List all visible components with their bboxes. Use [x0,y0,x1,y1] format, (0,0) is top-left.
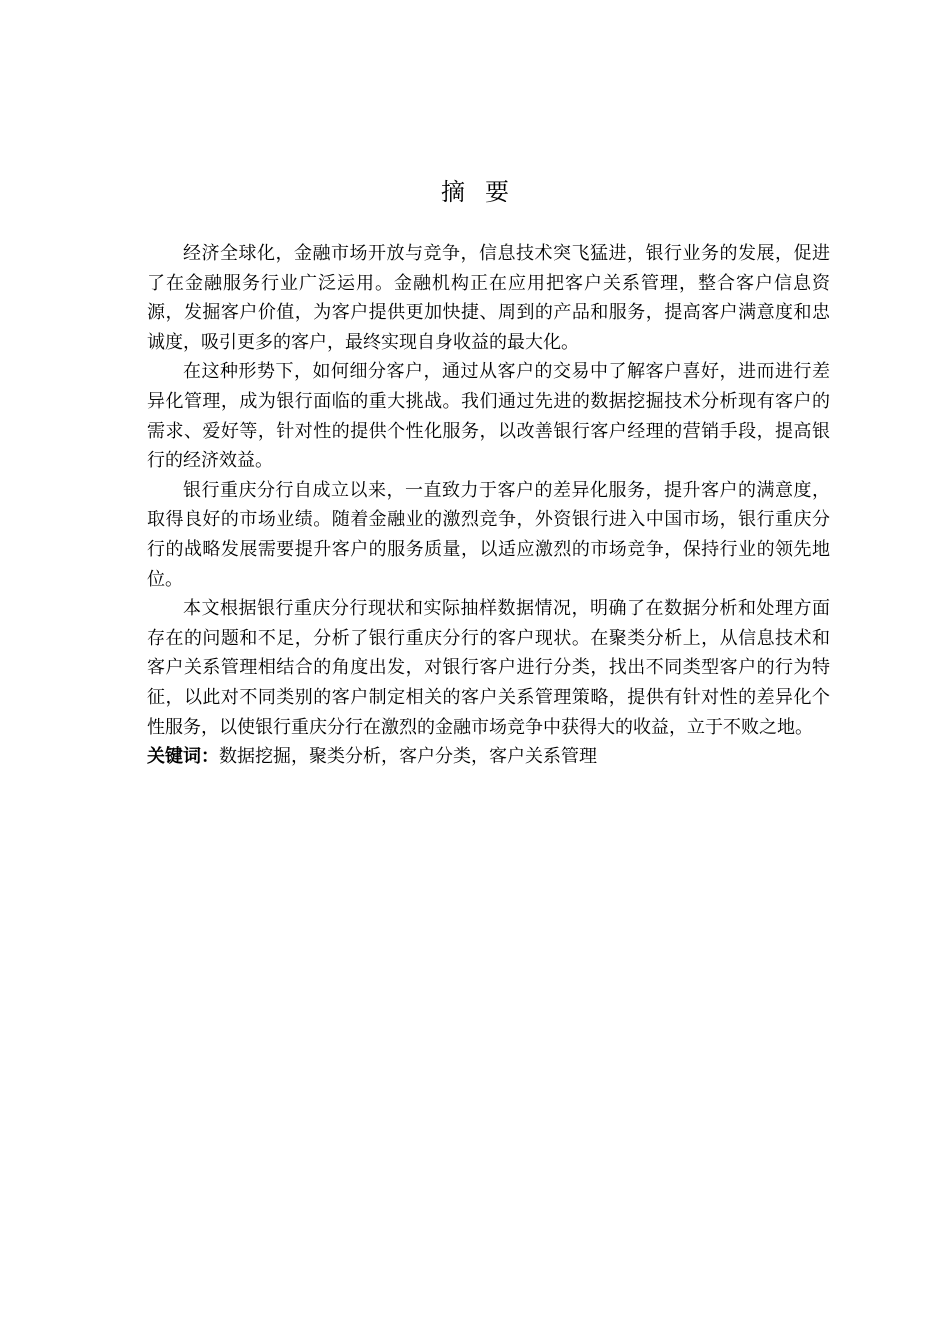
abstract-title: 摘要 [441,178,529,206]
abstract-paragraph-2: 在这种形势下，如何细分客户，通过从客户的交易中了解客户喜好，进而进行差异化管理，成为银行面临的重大挑战。我们通过先进的数据挖掘技术分析现有客户的需求、爱好等，针对性的提供个性化服务，以改善银行客户经理的营销手段，提高银行的经济效益。 [147,361,830,472]
abstract-paragraph-3: 银行重庆分行自成立以来，一直致力于客户的差异化服务，提升客户的满意度，取得良好的市场业绩。随着金融业的激烈竞争，外资银行进入中国市场，银行重庆分行的战略发展需要提升客户的服务质量，以适应激烈的市场竞争，保持行业的领先地位。 [147,479,830,590]
abstract-paragraph-1: 经济全球化，金融市场开放与竞争，信息技术突飞猛进，银行业务的发展，促进了在金融服务行业广泛运用。金融机构正在应用把客户关系管理，整合客户信息资源，发掘客户价值，为客户提供更加快捷、周到的产品和服务，提高客户满意度和忠诚度，吸引更多的客户，最终实现自身收益的最大化。 [147,243,830,353]
keywords-label: 关键词： [147,746,219,768]
abstract-body [147,239,830,772]
abstract-paragraph-4: 本文根据银行重庆分行现状和实际抽样数据情况，明确了在数据分析和处理方面存在的问题和不足，分析了银行重庆分行的客户现状。在聚类分析上，从信息技术和客户关系管理相结合的角度出发，对银行客户进行分类，找出不同类型客户的行为特征，以此对不同类别的客户制定相关的客户关系管理策略，提供有针对性的差异化个性服务，以使银行重庆分行在激烈的金融市场竞争中获得大的收益，立于不败之地。 [147,598,830,738]
keywords-line [147,742,830,772]
keywords-list: 数据挖掘，聚类分析，客户分类，客户关系管理 [219,746,597,768]
